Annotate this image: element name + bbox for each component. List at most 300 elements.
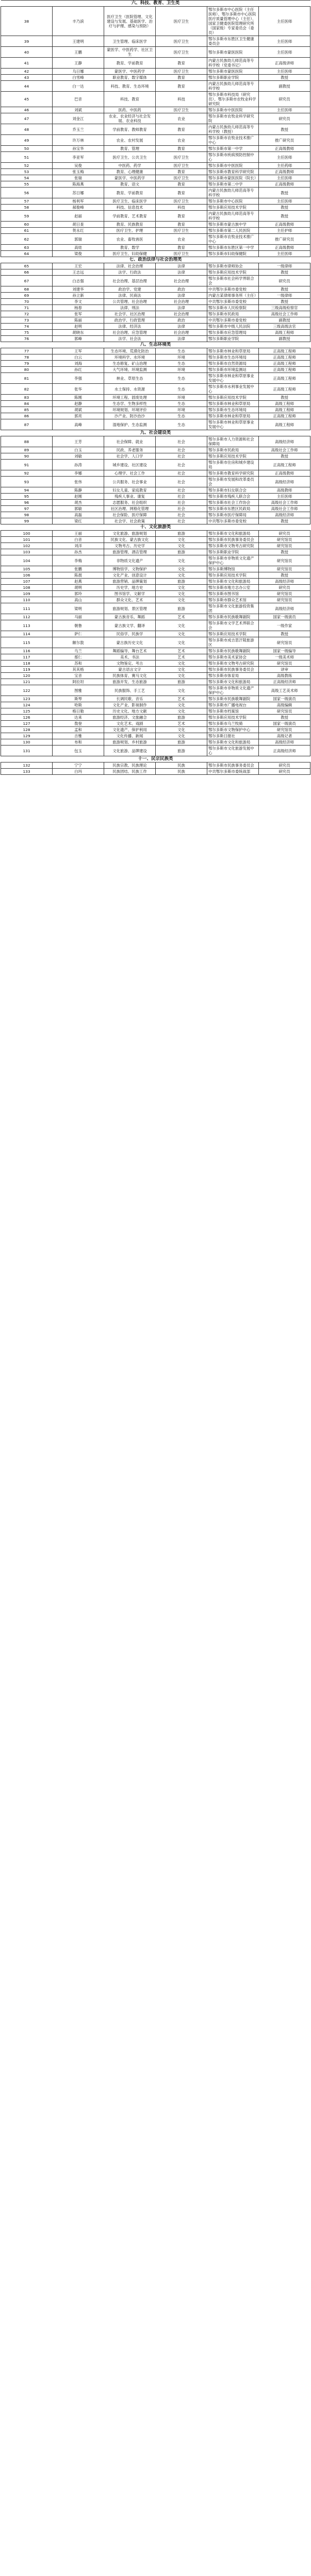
cell-name: 刘洋	[53, 543, 104, 549]
cell-name: 李娜	[53, 470, 104, 477]
cell-field: 生态	[156, 348, 207, 354]
cell-specialty: 农业、农业经济与社会发展、农业科技	[104, 113, 156, 124]
table-row	[1, 620, 310, 631]
cell-specialty: 公共服务、社会事业	[104, 477, 156, 487]
cell-name: 胡晓东	[53, 330, 104, 336]
cell-no: 111	[1, 603, 53, 614]
cell-title: 研究员	[259, 531, 310, 537]
table-row	[1, 494, 310, 500]
table-row	[1, 631, 310, 637]
table-row	[1, 251, 310, 257]
cell-no: 123	[1, 696, 53, 702]
cell-title: 主任医师	[259, 494, 310, 500]
cell-name: 陈刚	[53, 395, 104, 401]
table-row	[1, 299, 310, 305]
table-row	[1, 152, 310, 163]
cell-no: 101	[1, 537, 53, 543]
section-title: 七、政治法律与社会治理类	[1, 257, 310, 263]
cell-name: 白玛	[53, 769, 104, 775]
cell-specialty: 政治学、党建	[104, 286, 156, 293]
cell-title: 教授	[259, 124, 310, 135]
cell-no: 73	[1, 317, 53, 324]
cell-specialty: 科技、信息技术	[104, 205, 156, 211]
cell-title: 研究馆员	[259, 555, 310, 566]
cell-title: 研究员	[259, 113, 310, 124]
cell-no: 53	[1, 169, 53, 175]
cell-no: 118	[1, 660, 53, 667]
cell-unit: 鄂尔多斯市生态环境局	[207, 354, 259, 361]
cell-unit: 鄂尔多斯市民族歌舞剧院	[207, 648, 259, 654]
cell-no: 127	[1, 721, 53, 727]
cell-unit: 鄂尔多斯市文化和旅游局	[207, 739, 259, 745]
cell-specialty: 历史学、地方史	[104, 585, 156, 591]
table-row	[1, 413, 310, 419]
cell-no: 96	[1, 500, 53, 506]
cell-no: 103	[1, 549, 53, 555]
section-header	[1, 524, 310, 531]
cell-title: 正高级工程师	[259, 373, 310, 384]
cell-specialty: 文化产业、影视制作	[104, 702, 156, 708]
cell-no: 117	[1, 654, 53, 660]
cell-field: 生态	[156, 361, 207, 367]
cell-specialty: 职业教育、数字媒体	[104, 75, 156, 81]
cell-no: 58	[1, 205, 53, 211]
table-row	[1, 211, 310, 222]
cell-no: 95	[1, 494, 53, 500]
cell-unit: 鄂尔多斯市社会工作协会	[207, 500, 259, 506]
cell-name: 赵刚	[53, 494, 104, 500]
cell-title: 教授	[259, 572, 310, 579]
section-title: 十、文化旅游类	[1, 524, 310, 531]
cell-unit: 鄂尔多斯市教育科学研究院	[207, 470, 259, 477]
cell-no: 113	[1, 620, 53, 631]
cell-field: 法律	[156, 263, 207, 269]
table-row	[1, 715, 310, 721]
cell-no: 119	[1, 667, 53, 673]
cell-name: 陈静	[53, 487, 104, 494]
cell-unit: 鄂尔多斯市水利事业发展中心	[207, 384, 259, 395]
cell-field: 生态	[156, 384, 207, 395]
cell-unit: 内蒙古民族幼儿师范高等专科学校	[207, 211, 259, 222]
cell-unit: 鄂尔多斯市社会科学界联合会	[207, 276, 259, 286]
cell-name: 王军	[53, 348, 104, 354]
cell-field: 教育	[156, 211, 207, 222]
cell-field: 法律	[156, 269, 207, 276]
table-row	[1, 518, 310, 524]
cell-name: 张军	[53, 311, 104, 317]
cell-specialty: 教育、民族教育	[104, 222, 156, 228]
cell-specialty: 文化传播、新闻	[104, 733, 156, 739]
table-row	[1, 537, 310, 543]
cell-field: 文化	[156, 702, 207, 708]
cell-no: 129	[1, 733, 53, 739]
cell-specialty: 大气环境、环境监测	[104, 367, 156, 373]
cell-name: 李梅	[53, 555, 104, 566]
cell-specialty: 旅游营销、品牌策划	[104, 579, 156, 585]
cell-no: 55	[1, 181, 53, 188]
cell-no: 64	[1, 251, 53, 257]
cell-title: 一级律师	[259, 263, 310, 269]
cell-specialty: 科技、教育、生态环境	[104, 81, 156, 92]
cell-specialty: 民族团结、民族工作	[104, 769, 156, 775]
cell-unit: 中共鄂尔多斯市委统战部	[207, 769, 259, 775]
cell-specialty: 教育、学前教育	[104, 58, 156, 69]
cell-specialty: 长调民歌、音乐	[104, 696, 156, 702]
cell-name: 赵静	[53, 401, 104, 407]
cell-no: 49	[1, 135, 53, 146]
cell-name: 陈晨	[53, 572, 104, 579]
cell-title: 正高级教师	[259, 181, 310, 188]
cell-name: 哈斯	[53, 702, 104, 708]
table-row	[1, 685, 310, 696]
cell-name: 白玉	[53, 447, 104, 453]
cell-no: 39	[1, 36, 53, 47]
cell-name: 白志强	[53, 276, 104, 286]
cell-no: 106	[1, 572, 53, 579]
cell-title: 主任医师	[259, 107, 310, 113]
cell-unit: 鄂尔多斯市农牧业技术推广中心	[207, 234, 259, 245]
cell-title: 主任医师	[259, 36, 310, 47]
table-row	[1, 648, 310, 654]
table-row	[1, 81, 310, 92]
section-title: 十一、民宗民族类	[1, 756, 310, 762]
cell-field: 社会	[156, 494, 207, 500]
cell-no: 130	[1, 739, 53, 745]
cell-no: 66	[1, 269, 53, 276]
cell-field: 法律	[156, 293, 207, 299]
cell-unit: 鄂尔多斯市文物考古研究院	[207, 660, 259, 667]
cell-title: 研究馆员	[259, 591, 310, 597]
cell-title: 副教授	[259, 317, 310, 324]
cell-no: 50	[1, 146, 53, 152]
cell-field: 旅游	[156, 679, 207, 685]
cell-title: 主任医师	[259, 69, 310, 75]
cell-title: 推广研究员	[259, 135, 310, 146]
cell-unit: 鄂尔多斯市文学艺术界联合会	[207, 620, 259, 631]
cell-title: 高级教师	[259, 487, 310, 494]
cell-name: 陈海燕	[53, 181, 104, 188]
cell-title: 教授	[259, 549, 310, 555]
section-title: 八、生态环境类	[1, 342, 310, 348]
cell-title: 高级编辑	[259, 702, 310, 708]
cell-no: 68	[1, 286, 53, 293]
cell-name: 梁明	[53, 603, 104, 614]
cell-specialty: 文化遗产、保护利用	[104, 727, 156, 733]
table-row	[1, 384, 310, 395]
cell-title: 高级工程师	[259, 419, 310, 430]
cell-specialty: 医药、中医药	[104, 107, 156, 113]
cell-field: 医疗卫生	[156, 47, 207, 58]
cell-no: 99	[1, 518, 53, 524]
table-row	[1, 107, 310, 113]
table-row	[1, 135, 310, 146]
cell-title: 正高级经济师	[259, 679, 310, 685]
cell-title: 高级经济师	[259, 512, 310, 518]
cell-field: 文化	[156, 585, 207, 591]
table-row	[1, 36, 310, 47]
cell-title: 高级记者	[259, 733, 310, 739]
cell-name: 许万林	[53, 135, 104, 146]
cell-unit: 鄂尔多斯市中医医院	[207, 107, 259, 113]
section-header	[1, 257, 310, 263]
cell-unit: 鄂尔多斯市林业和草原事业发展中心	[207, 419, 259, 430]
cell-specialty: 蒙古族历史文化	[104, 637, 156, 648]
cell-field: 旅游	[156, 739, 207, 745]
cell-unit: 鄂尔多斯市环境监测站	[207, 367, 259, 373]
cell-field: 农业	[156, 113, 207, 124]
cell-no: 38	[1, 7, 53, 36]
cell-name: 李亚军	[53, 152, 104, 163]
cell-name: 乔玉兰	[53, 124, 104, 135]
cell-specialty: 蒙古族音乐、舞蹈	[104, 614, 156, 620]
cell-field: 社会治理	[156, 311, 207, 317]
cell-name: 敖登	[53, 721, 104, 727]
cell-title: 高级社会工作师	[259, 506, 310, 512]
cell-unit: 鄂尔多斯市广播电视台	[207, 702, 259, 708]
cell-title: 主任医师	[259, 198, 310, 205]
cell-field: 科技	[156, 205, 207, 211]
cell-title: 高级经济师	[259, 739, 310, 745]
cell-field: 文化	[156, 566, 207, 572]
cell-specialty: 医疗卫生、公共卫生	[104, 152, 156, 163]
cell-no: 93	[1, 477, 53, 487]
cell-no: 46	[1, 107, 53, 113]
cell-name: 高山	[53, 597, 104, 603]
cell-name: 包玉	[53, 745, 104, 756]
table-row	[1, 702, 310, 708]
cell-title: 研究员	[259, 769, 310, 775]
table-row	[1, 667, 310, 673]
table-row	[1, 146, 310, 152]
cell-title: 研究馆员	[259, 708, 310, 715]
cell-field: 政治	[156, 317, 207, 324]
cell-field: 社会	[156, 460, 207, 470]
cell-no: 124	[1, 702, 53, 708]
cell-field: 社会	[156, 512, 207, 518]
table-row	[1, 317, 310, 324]
cell-field: 社会	[156, 477, 207, 487]
cell-field: 艺术	[156, 721, 207, 727]
cell-title: 高级工程师	[259, 407, 310, 413]
cell-no: 72	[1, 311, 53, 317]
cell-specialty: 医疗卫生、临床医学	[104, 198, 156, 205]
cell-no: 40	[1, 47, 53, 58]
cell-name: 丰乃滨	[53, 7, 104, 36]
cell-field: 旅游	[156, 715, 207, 721]
cell-name: 郝俊峰	[53, 205, 104, 211]
table-row	[1, 721, 310, 727]
cell-specialty: 文物考古、历史学	[104, 543, 156, 549]
cell-unit: 鄂尔多斯市林业和草原事业发展中心	[207, 373, 259, 384]
cell-specialty: 历史文化、地方文献	[104, 708, 156, 715]
cell-specialty: 法学、社会法	[104, 336, 156, 342]
cell-specialty: 文物鉴定、考古	[104, 660, 156, 667]
cell-specialty: 博物馆学、文物保护	[104, 566, 156, 572]
cell-field: 文化	[156, 631, 207, 637]
cell-field: 环境	[156, 367, 207, 373]
cell-name: 孙杰	[53, 549, 104, 555]
cell-name: 布和	[53, 739, 104, 745]
cell-name: 孙涛	[53, 460, 104, 470]
cell-field: 医疗卫生	[156, 107, 207, 113]
table-row	[1, 591, 310, 597]
cell-specialty: 社会治理、应急管理	[104, 330, 156, 336]
cell-title: 研究馆员	[259, 660, 310, 667]
cell-unit: 鄂尔多斯市林业和草原局	[207, 401, 259, 407]
cell-specialty: 环境规划、环境评价	[104, 407, 156, 413]
cell-field: 旅游	[156, 603, 207, 614]
table-row	[1, 354, 310, 361]
table-row	[1, 293, 310, 299]
cell-no: 63	[1, 245, 53, 251]
cell-name: 李文	[53, 299, 104, 305]
cell-field: 社会	[156, 500, 207, 506]
cell-field: 生态	[156, 419, 207, 430]
cell-no: 82	[1, 384, 53, 395]
cell-unit: 鄂尔多斯市律师协会	[207, 263, 259, 269]
cell-unit: 鄂尔多斯市农牧业技术推广中心	[207, 135, 259, 146]
cell-field: 社会治理	[156, 299, 207, 305]
cell-title: 国家一级演员	[259, 614, 310, 620]
cell-title: 高级工程师	[259, 330, 310, 336]
table-row	[1, 163, 310, 169]
table-row	[1, 124, 310, 135]
cell-field: 农业	[156, 234, 207, 245]
cell-title: 研究员	[259, 762, 310, 769]
cell-field: 医疗卫生	[156, 198, 207, 205]
cell-unit: 鄂尔多斯日报社	[207, 733, 259, 739]
cell-unit: 鄂尔多斯市自然资源局	[207, 361, 259, 367]
cell-specialty: 教育、数学	[104, 245, 156, 251]
cell-name: 乌兰	[53, 648, 104, 654]
cell-name: 赵丽	[53, 211, 104, 222]
cell-name: 王芳	[53, 436, 104, 447]
cell-field: 医疗卫生	[156, 163, 207, 169]
cell-name: 孙立新	[53, 293, 104, 299]
cell-field: 艺术	[156, 614, 207, 620]
cell-field: 社会治理	[156, 276, 207, 286]
table-row	[1, 739, 310, 745]
cell-title: 国家一级演员	[259, 721, 310, 727]
cell-title: 研究员	[259, 585, 310, 591]
cell-field: 教育	[156, 222, 207, 228]
cell-name: 巴音	[53, 92, 104, 107]
cell-name: 王鹏	[53, 47, 104, 58]
cell-field: 医疗卫生	[156, 175, 207, 181]
cell-unit: 鄂尔多斯市民族歌舞剧院	[207, 696, 259, 702]
table-row	[1, 572, 310, 579]
cell-field: 法律	[156, 336, 207, 342]
cell-no: 79	[1, 361, 53, 367]
cell-unit: 鄂尔多斯市东胜区民政局	[207, 506, 259, 512]
cell-field: 生态	[156, 401, 207, 407]
cell-title: 研究馆员	[259, 537, 310, 543]
cell-name: 图雅	[53, 685, 104, 696]
table-row	[1, 543, 310, 549]
cell-title: 正高级教师	[259, 169, 310, 175]
table-row	[1, 727, 310, 733]
cell-unit: 鄂尔多斯市民族事务委员会	[207, 762, 259, 769]
cell-no: 84	[1, 401, 53, 407]
cell-unit: 鄂尔多斯应用技术学院	[207, 453, 259, 460]
cell-specialty: 旅游规划、乡村旅游	[104, 739, 156, 745]
cell-title: 正高级工程师	[259, 367, 310, 373]
cell-no: 115	[1, 637, 53, 648]
cell-title: 高级社会工作师	[259, 311, 310, 317]
section-header	[1, 342, 310, 348]
cell-title: 正高级讲师	[259, 58, 310, 69]
cell-specialty: 政治学、行政管理	[104, 317, 156, 324]
cell-specialty: 社区治理、网格化管理	[104, 506, 156, 512]
cell-no: 100	[1, 531, 53, 537]
cell-unit: 鄂尔多斯市蒙古族中学	[207, 222, 259, 228]
cell-field: 文化	[156, 673, 207, 679]
cell-unit: 鄂尔多斯市文化和旅游局	[207, 531, 259, 537]
cell-specialty: 法学、行政法	[104, 269, 156, 276]
cell-unit: 鄂尔多斯市文化旅游投资集团	[207, 603, 259, 614]
cell-no: 67	[1, 276, 53, 286]
cell-specialty: 妇女儿童、家庭教育	[104, 487, 156, 494]
cell-no: 90	[1, 453, 53, 460]
cell-name: 胡杰	[53, 500, 104, 506]
cell-unit: 鄂尔多斯市群众艺术馆	[207, 597, 259, 603]
cell-title: 高级经济师	[259, 436, 310, 447]
cell-title: 正高级工程师	[259, 354, 310, 361]
cell-specialty: 教育、心理健康	[104, 169, 156, 175]
cell-name: 朝鲁	[53, 620, 104, 631]
cell-no: 104	[1, 555, 53, 566]
cell-field: 科技	[156, 92, 207, 107]
cell-specialty: 教育、管理	[104, 146, 156, 152]
cell-no: 120	[1, 673, 53, 679]
cell-no: 122	[1, 685, 53, 696]
cell-unit: 鄂尔多斯市科技局（研究员）、鄂尔多斯市农牧业科学研究院	[207, 92, 259, 107]
cell-field: 旅游	[156, 579, 207, 585]
cell-field: 教育	[156, 81, 207, 92]
cell-specialty: 卫生管理、临床医学	[104, 36, 156, 47]
cell-unit: 鄂尔多斯市教育科学研究院	[207, 169, 259, 175]
cell-field: 文化	[156, 667, 207, 673]
cell-no: 97	[1, 506, 53, 512]
table-row	[1, 324, 310, 330]
table-row	[1, 47, 310, 58]
cell-name: 杨利军	[53, 198, 104, 205]
cell-unit: 鄂尔多斯市中级人民法院	[207, 324, 259, 330]
cell-field: 社会	[156, 453, 207, 460]
cell-no: 76	[1, 336, 53, 342]
table-row	[1, 75, 310, 81]
cell-name: 贺永红	[53, 228, 104, 234]
cell-title: 教授	[259, 286, 310, 293]
cell-field: 医疗卫生	[156, 152, 207, 163]
cell-title: 正高级教师	[259, 222, 310, 228]
cell-unit: 鄂尔多斯市林业和草原局	[207, 413, 259, 419]
cell-title: 教授	[259, 188, 310, 198]
table-row	[1, 181, 310, 188]
cell-no: 77	[1, 348, 53, 354]
cell-specialty: 社会治理、基层治理	[104, 276, 156, 286]
cell-field: 社会	[156, 447, 207, 453]
cell-name: 郭瑞	[53, 234, 104, 245]
cell-specialty: 群众文化、艺术	[104, 597, 156, 603]
table-row	[1, 487, 310, 494]
table-row	[1, 286, 310, 293]
cell-specialty: 舞蹈编导、舞台艺术	[104, 648, 156, 654]
table-row	[1, 305, 310, 311]
cell-field: 教育	[156, 181, 207, 188]
table-row	[1, 555, 310, 566]
cell-no: 59	[1, 211, 53, 222]
